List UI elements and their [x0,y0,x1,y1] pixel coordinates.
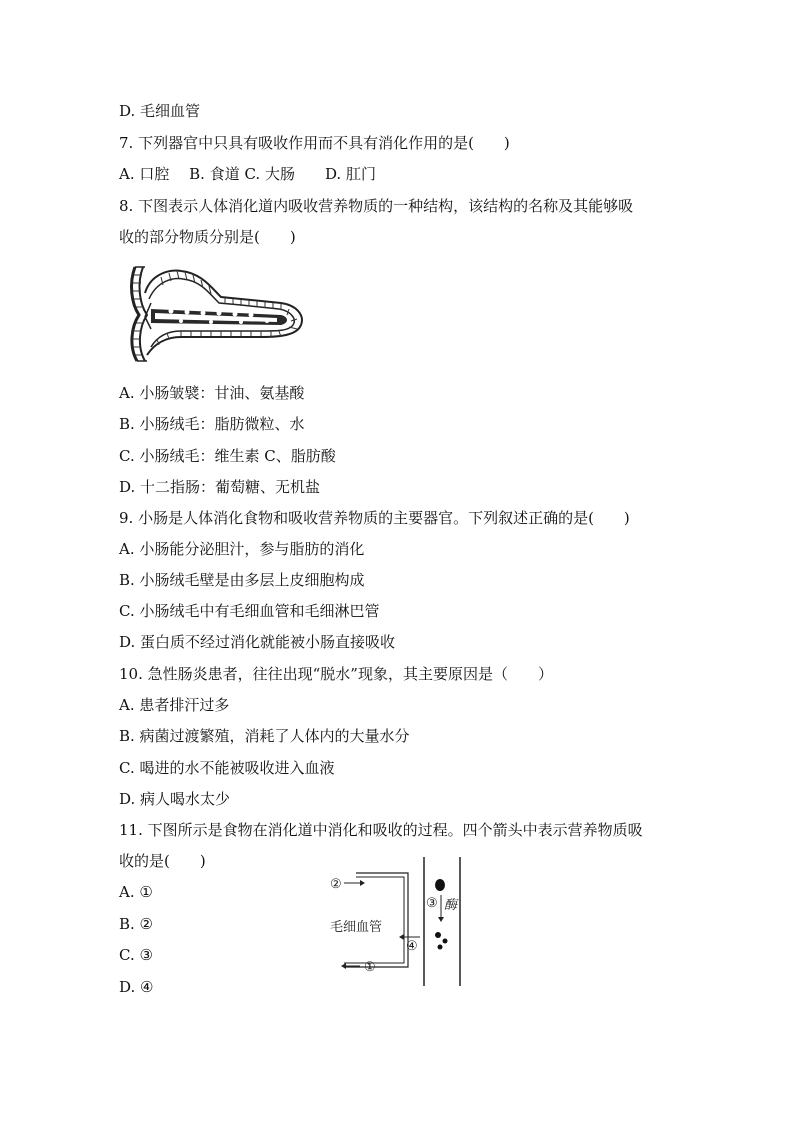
q8-option-a: A. 小肠皱襞：甘油、氨基酸 [119,384,305,402]
arrow-3-label: ③ [426,896,438,911]
q9-option-d: D. 蛋白质不经过消化就能被小肠直接吸收 [119,633,396,651]
q9-option-b: B. 小肠绒毛壁是由多层上皮细胞构成 [119,571,365,589]
q9-option-c: C. 小肠绒毛中有毛细血管和毛细淋巴管 [119,602,380,620]
q11-option-b: B. ② [119,915,154,933]
q8-stem-line1: 8. 下图表示人体消化道内吸收营养物质的一种结构，该结构的名称及其能够吸 [119,197,634,215]
q9-stem: 9. 小肠是人体消化食物和吸收营养物质的主要器官。下列叙述正确的是( ) [119,509,630,527]
digestion-absorption-figure [320,855,470,990]
q11-stem-line1: 11. 下图所示是食物在消化道中消化和吸收的过程。四个箭头中表示营养物质吸 [119,821,643,839]
q11-stem-line2: 收的是( ) [119,852,206,870]
q10-stem: 10. 急性肠炎患者，往往出现“脱水”现象，其主要原因是（ ） [119,665,553,683]
q8-option-c: C. 小肠绒毛：维生素 C、脂肪酸 [119,447,336,465]
capillary-label: 毛细血管 [330,920,383,935]
q7-stem: 7. 下列器官中只具有吸收作用而不具有消化作用的是( ) [119,134,510,152]
arrow-1-label: ① [364,960,376,975]
enzyme-label: 酶 [444,898,458,913]
arrow-2-label: ② [330,877,342,892]
arrow-4-label: ④ [406,939,418,954]
q6-option-d: D. 毛细血管 [119,102,201,120]
q10-option-d: D. 病人喝水太少 [119,790,231,808]
q8-option-b: B. 小肠绒毛：脂肪微粒、水 [119,415,305,433]
q10-option-b: B. 病菌过渡繁殖，消耗了人体内的大量水分 [119,727,410,745]
q11-option-c: C. ③ [119,946,153,964]
q7-options: A. 口腔 B. 食道 C. 大肠 D. 肛门 [119,165,376,183]
q11-option-d: D. ④ [119,978,154,996]
q11-option-a: A. ① [119,883,153,901]
intestinal-villus-figure [121,263,307,363]
q10-option-c: C. 喝进的水不能被吸收进入血液 [119,759,335,777]
q8-stem-line2: 收的部分物质分别是( ) [119,228,296,246]
q9-option-a: A. 小肠能分泌胆汁，参与脂肪的消化 [119,540,365,558]
q8-option-d: D. 十二指肠：葡萄糖、无机盐 [119,478,321,496]
q10-option-a: A. 患者排汗过多 [119,696,230,714]
